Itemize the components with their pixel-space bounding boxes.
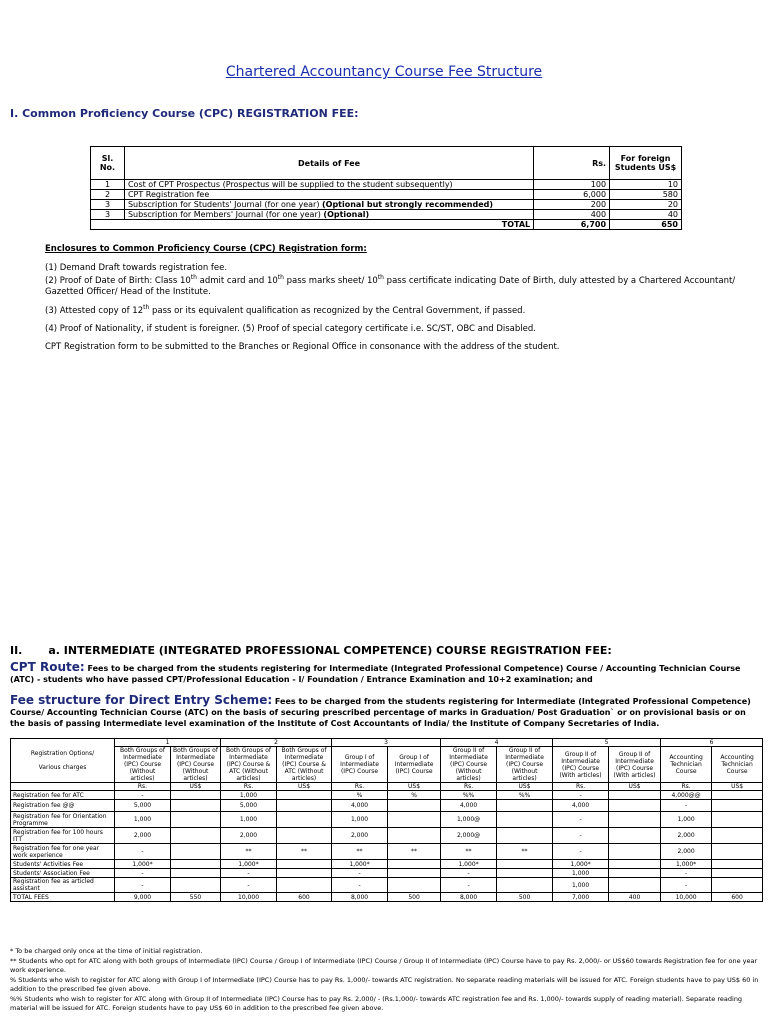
fee-cell: 550 [171,893,221,902]
fee-cell: 7,000 [553,893,609,902]
fee-cell [712,791,763,800]
enc2-text-c: pass marks sheet/ 10 [283,276,378,286]
currency-cell: US$ [712,783,763,791]
currency-cell: US$ [171,783,221,791]
cpt-route-text: Fees to be charged from the students registering for Intermediate (Integrated Professional Competence) Course / Accounting Technician Course (ATC) - students who have passed CPT/Professional Education - I/ Foundation / Entrance Examination and 10+2 examination; and [10,664,741,684]
currency-cell: US$ [497,783,553,791]
fee-cell: 1,000 [221,812,277,828]
total-label: TOTAL [124,220,533,230]
currency-cell: US$ [388,783,441,791]
fee-cell: - [115,869,171,878]
fee-cell: 9,000 [115,893,171,902]
fee-cell: - [332,869,388,878]
fee-cell: ** [497,844,553,860]
fee-cell [712,869,763,878]
section2-title: a. INTERMEDIATE (INTEGRATED PROFESSIONAL COMPETENCE) COURSE REGISTRATION FEE: [48,644,612,657]
column-heading: Group II of Intermediate (IPC) Course (With articles) [553,747,609,783]
group-number: 2 [221,739,332,747]
fee-cell: 400 [609,893,661,902]
table-row [11,869,763,878]
fee-cell [171,812,221,828]
fee-cell: %% [497,791,553,800]
currency-cell: Rs. [553,783,609,791]
fee-cell [497,828,553,844]
fee-cell: - [553,828,609,844]
fee-cell [171,800,221,812]
total-usd: 650 [610,220,682,230]
detail-text: Subscription for Members' Journal (for one year) [127,210,324,219]
fee-cell: - [553,844,609,860]
footnote: ** Students who opt for ATC along with both groups of Intermediate (IPC) Course / Group I of Intermediate (IPC) Course / Group II of Intermediate (IPC) Course have to pay Rs. 2,000/- or US$60 towards Registration fee for one year work experience. [10,957,758,974]
table-row [11,844,763,860]
table-row [91,190,682,200]
enc3-text-a: (3) Attested copy of 12 [45,306,144,316]
rs-cell: 6,000 [534,190,610,200]
fee-cell: 2,000@ [441,828,497,844]
fee-cell: 1,000* [441,860,497,869]
fee-cell [171,869,221,878]
fee-cell [277,878,332,893]
fee-cell [277,812,332,828]
enc3-sup: th [143,304,150,312]
detail-cell [124,180,533,190]
usd-cell: 580 [610,190,682,200]
direct-entry-label: Fee structure for Direct Entry Scheme: [10,693,273,707]
footnote: % Students who wish to register for ATC along with Group I of Intermediate (IPC) Course has to pay Rs. 1,000/- towards ATC registration. No separate reading materials will be issued for ATC. Foreign students have to pay US$ 60 in addition to the prescribed fee given above. [10,976,759,993]
fee-cell: 600 [712,893,763,902]
currency-cell: Rs. [332,783,388,791]
fee-cell: 1,000* [661,860,712,869]
fee-cell: ** [388,844,441,860]
fee-cell: 4,000 [441,800,497,812]
currency-row [11,783,763,791]
fee-cell: 600 [277,893,332,902]
fee-cell [277,869,332,878]
fee-cell: - [115,844,171,860]
detail-bold-note: (Optional) [323,210,370,219]
fee-cell: 1,000 [553,869,609,878]
fee-cell: % [388,791,441,800]
enclosures-title: Enclosures to Common Proficiency Course (CPC) Registration form: [45,244,367,254]
usd-cell: 20 [610,200,682,210]
row-label: Registration fee for ATC [11,791,115,800]
fee-cell: % [332,791,388,800]
currency-cell: Rs. [115,783,171,791]
group-number: 6 [661,739,763,747]
column-heading: Accounting Technician Course [712,747,763,783]
fee-cell [388,828,441,844]
table-row [11,828,763,844]
fee-cell: - [115,878,171,893]
fee-cell: - [661,878,712,893]
fee-cell: 2,000 [115,828,171,844]
column-heading: Both Groups of Intermediate (IPC) Course & ATC (Without articles) [221,747,277,783]
fee-cell: - [441,878,497,893]
cpc-fee-table [90,146,682,230]
column-heading: Group II of Intermediate (IPC) Course (Without articles) [441,747,497,783]
sl-cell: 3 [91,200,125,210]
fee-cell [277,791,332,800]
fee-cell: 2,000 [221,828,277,844]
fee-cell [609,869,661,878]
enclosure-1: (1) Demand Draft towards registration fee. [45,263,228,273]
enc3-text-b: pass or its equivalent qualification as recognized by the Central Government, if passed. [149,306,526,316]
enc2-text-b: admit card and 10 [196,276,278,286]
column-heading: Both Groups of Intermediate (IPC) Course (Without articles) [115,747,171,783]
fee-cell [388,869,441,878]
column-heading: Group II of Intermediate (IPC) Course (With articles) [609,747,661,783]
corner-line-2: Various charges [38,764,87,771]
fee-cell [497,812,553,828]
column-heading: Group II of Intermediate (IPC) Course (Without articles) [497,747,553,783]
fee-cell [712,812,763,828]
fee-cell [277,828,332,844]
header-details: Details of Fee [124,147,533,180]
fee-cell: ** [277,844,332,860]
fee-cell [609,878,661,893]
fee-cell [609,791,661,800]
fee-cell: - [221,878,277,893]
enc2-text-a: (2) Proof of Date of Birth: Class 10 [45,276,191,286]
fee-cell [609,812,661,828]
header-usd: For foreign Students US$ [610,147,682,180]
fee-rows [11,791,763,902]
row-label: Registration fee for 100 hours ITT [11,828,115,844]
row-label: Registration fee @@ [11,800,115,812]
fee-cell [609,800,661,812]
fee-cell [497,878,553,893]
enc2-text-d: pass certificate indicating Date of Birth, duly attested by a Chartered Accountant/ Gazetted Officer/ Head of the Institute. [45,276,736,297]
direct-entry-text: Fees to be charged from the students registering for Intermediate (Integrated Professional Competence) Course/ Accounting Technician Course (ATC) on the basis of securing prescribed percentage of marks in Graduation/ Post Graduation` or on provisional basis or on the basis of passing Intermediate level examination of the Institute of Cost Accountants of India/ the Institute of Company Secretaries of India. [10,697,751,728]
enclosure-5: CPT Registration form to be submitted to the Branches or Regional Office in consonance with the address of the student. [45,342,560,352]
table-row [91,180,682,190]
fee-cell: 10,000 [661,893,712,902]
fee-cell: 500 [497,893,553,902]
fee-cell: 1,000@ [441,812,497,828]
currency-cell: US$ [277,783,332,791]
fee-cell: 10,000 [221,893,277,902]
fee-cell: - [661,800,712,812]
fee-cell: - [332,878,388,893]
column-heading-row [11,747,763,783]
fee-cell: ** [441,844,497,860]
enc2-sup: th [190,274,197,282]
cpt-route-label: CPT Route: [10,660,85,674]
fee-cell: - [553,791,609,800]
fee-cell [712,878,763,893]
usd-cell: 40 [610,210,682,220]
fee-cell: 4,000@@ [661,791,712,800]
section1-heading: I. Common Proficiency Course (CPC) REGISTRATION FEE: [10,107,359,120]
group-number: 1 [115,739,221,747]
table-row [91,210,682,220]
direct-entry-paragraph [10,695,762,729]
sl-cell: 2 [91,190,125,200]
rs-cell: 400 [534,210,610,220]
fee-cell: - [221,869,277,878]
fee-cell [497,869,553,878]
column-heading: Group I of Intermediate (IPC) Course [332,747,388,783]
table-row [11,812,763,828]
total-rs: 6,700 [534,220,610,230]
fee-cell: - [115,791,171,800]
column-heading: Accounting Technician Course [661,747,712,783]
detail-text: Subscription for Students' Journal (for one year) [127,200,322,209]
fee-cell [497,800,553,812]
fee-cell: 4,000 [332,800,388,812]
fee-cell: 1,000* [332,860,388,869]
fee-cell: 1,000* [553,860,609,869]
fee-cell: 1,000 [553,878,609,893]
intermediate-fee-table [10,738,763,902]
fee-cell [712,828,763,844]
fee-cell [712,800,763,812]
row-label: Students' Association Fee [11,869,115,878]
section2-heading [10,644,612,657]
row-label: TOTAL FEES [11,893,115,902]
enc2-sup: th [277,274,284,282]
fee-cell: - [441,869,497,878]
currency-cell: Rs. [221,783,277,791]
enclosure-2 [45,276,755,298]
row-label: Students' Activities Fee [11,860,115,869]
fee-cell [388,860,441,869]
sl-cell: 1 [91,180,125,190]
section2-number: II. [10,644,23,657]
fee-cell [277,800,332,812]
total-row [91,220,682,230]
currency-cell: Rs. [661,783,712,791]
fee-cell: 2,000 [661,828,712,844]
column-heading: Both Groups of Intermediate (IPC) Course (Without articles) [171,747,221,783]
table-row [11,860,763,869]
fee-cell: - [553,812,609,828]
detail-cell [124,200,533,210]
corner-line-1: Registration Options/ [30,750,95,757]
enclosure-4: (4) Proof of Nationality, if student is foreigner. (5) Proof of special category certificate i.e. SC/ST, OBC and Disabled. [45,324,536,334]
rs-cell: 100 [534,180,610,190]
fee-cell: 1,000* [221,860,277,869]
fee-cell: 5,000 [221,800,277,812]
fee-cell [712,860,763,869]
table-row [11,878,763,893]
row-label: Registration fee for Orientation Programme [11,812,115,828]
fee-cell: 1,000 [221,791,277,800]
header-rs: Rs. [534,147,610,180]
fee-cell: 1,000 [115,812,171,828]
fee-cell: 500 [388,893,441,902]
row-label: Registration fee for one year work experience [11,844,115,860]
detail-bold-note: (Optional but strongly recommended) [321,200,494,209]
fee-cell: 5,000 [115,800,171,812]
footnote: * To be charged only once at the time of initial registration. [10,947,203,955]
fee-cell [388,800,441,812]
table-row [11,800,763,812]
fee-cell [277,860,332,869]
footnotes [10,947,760,1014]
fee-cell [609,860,661,869]
currency-cell: US$ [609,783,661,791]
table-row [11,893,763,902]
currency-cell: Rs. [441,783,497,791]
fee-cell: 2,000 [661,844,712,860]
table-row [11,791,763,800]
fee-cell [609,828,661,844]
fee-cell: 1,000* [115,860,171,869]
fee-cell: ** [221,844,277,860]
fee-cell [171,860,221,869]
fee-cell [171,828,221,844]
header-sl-no: Sl. No. [91,147,125,180]
detail-text: Cost of CPT Prospectus (Prospectus will be supplied to the student subsequently) [127,180,453,189]
fee-cell: 4,000 [553,800,609,812]
group-number: 5 [553,739,661,747]
fee-cell [171,878,221,893]
row-label: Registration fee as articled assistant [11,878,115,893]
rs-cell: 200 [534,200,610,210]
usd-cell: 10 [610,180,682,190]
fee-cell: 1,000 [661,812,712,828]
table-row [91,200,682,210]
fee-cell: 8,000 [441,893,497,902]
fee-cell [171,844,221,860]
corner-cell [11,739,115,783]
column-heading: Both Groups of Intermediate (IPC) Course & ATC (Without articles) [277,747,332,783]
fee-cell: %% [441,791,497,800]
fee-cell: 2,000 [332,828,388,844]
fee-cell: 8,000 [332,893,388,902]
enc2-sup: th [377,274,384,282]
fee-cell [712,844,763,860]
fee-cell [171,791,221,800]
group-number: 4 [441,739,553,747]
group-number-row [11,739,763,747]
fee-cell [609,844,661,860]
fee-cell [388,878,441,893]
detail-text: CPT Registration fee [127,190,210,199]
detail-cell [124,190,533,200]
cpt-route-paragraph [10,662,762,685]
fee-cell: - [661,869,712,878]
footnote: %% Students who wish to register for ATC along with Group II of Intermediate (IPC) Course has to pay Rs. 2,000/ - (Rs.1,000/- towards ATC registration fee and Rs. 1,000/- towards supply of reading material). Separate reading material will be issued for ATC. Foreign students have to pay US$ 60 in addition to the prescribed fee given above. [10,995,743,1012]
fee-cell [388,812,441,828]
group-number: 3 [332,739,441,747]
fee-cell: 1,000 [332,812,388,828]
page-title: Chartered Accountancy Course Fee Structure [225,64,543,80]
enclosure-3 [45,306,755,317]
fee-table-header [91,147,682,180]
sl-cell: 3 [91,210,125,220]
column-heading: Group I of Intermediate (IPC) Course [388,747,441,783]
detail-cell [124,210,533,220]
fee-cell [497,860,553,869]
fee-cell: ** [332,844,388,860]
